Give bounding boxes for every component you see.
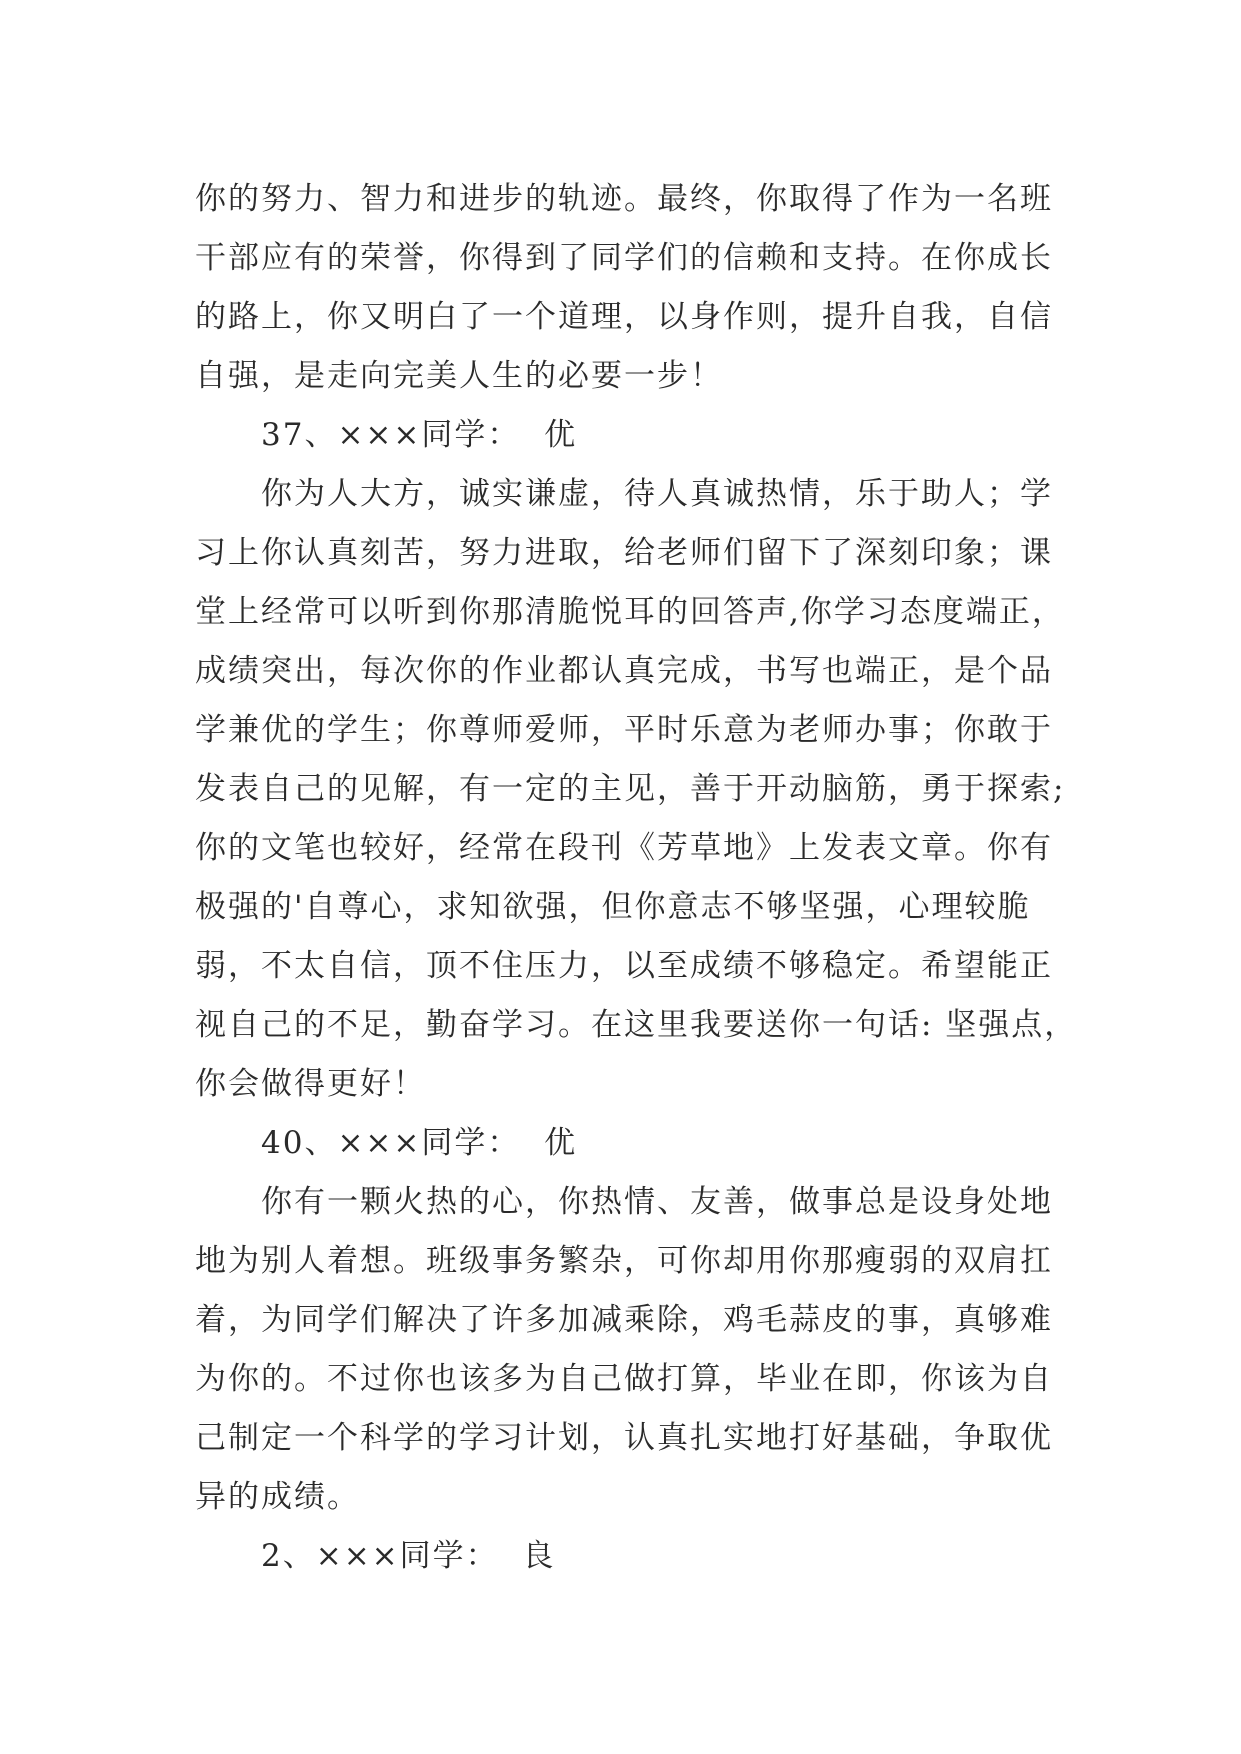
text-line: 的路上，你又明白了一个道理，以身作则，提升自我，自信 [195,299,1053,335]
text-line: 极强的'自尊心，求知欲强，但你意志不够坚强，心理较脆 [195,889,1031,925]
comment-paragraph [195,1173,1095,1527]
student-heading: 40、×××同学： 优 [261,1125,578,1161]
document-body [195,170,1095,1586]
text-line: 干部应有的荣誉，你得到了同学们的信赖和支持。在你成长 [195,240,1053,276]
text-line: 你为人大方，诚实谦虚，待人真诚热情，乐于助人；学 [261,476,1053,512]
text-line: 你的努力、智力和进步的轨迹。最终，你取得了作为一名班 [195,181,1053,217]
student-heading: 2、×××同学： 良 [261,1538,556,1574]
student-heading: 37、×××同学： 优 [261,417,578,453]
text-line: 自强，是走向完美人生的必要一步！ [195,358,723,394]
text-line: 弱，不太自信，顶不住压力，以至成绩不够稳定。希望能正 [195,948,1053,984]
text-line: 地为别人着想。班级事务繁杂，可你却用你那瘦弱的双肩扛 [195,1243,1053,1279]
text-line: 视自己的不足，勤奋学习。在这里我要送你一句话: 坚强点， [195,1007,1078,1043]
student-section [195,1114,1095,1527]
student-section [195,406,1095,1114]
comment-paragraph [195,465,1095,1114]
text-line: 学兼优的学生；你尊师爱师，平时乐意为老师办事；你敢于 [195,712,1053,748]
text-line: 异的成绩。 [195,1479,360,1515]
student-section [195,1527,1095,1586]
text-line: 为你的。不过你也该多为自己做打算，毕业在即，你该为自 [195,1361,1053,1397]
text-line: 你的文笔也较好，经常在段刊《芳草地》上发表文章。你有 [195,830,1053,866]
text-line: 己制定一个科学的学习计划，认真扎实地打好基础，争取优 [195,1420,1053,1456]
text-line: 你有一颗火热的心，你热情、友善，做事总是设身处地 [261,1184,1053,1220]
intro-paragraph [195,170,1095,406]
text-line: 你会做得更好！ [195,1066,426,1102]
text-line: 发表自己的见解，有一定的主见，善于开动脑筋，勇于探索; [195,771,1066,807]
text-line: 成绩突出，每次你的作业都认真完成，书写也端正，是个品 [195,653,1053,689]
text-line: 习上你认真刻苦，努力进取，给老师们留下了深刻印象；课 [195,535,1053,571]
text-line: 着，为同学们解决了许多加减乘除，鸡毛蒜皮的事，真够难 [195,1302,1053,1338]
text-line: 堂上经常可以听到你那清脆悦耳的回答声,你学习态度端正， [195,594,1065,630]
